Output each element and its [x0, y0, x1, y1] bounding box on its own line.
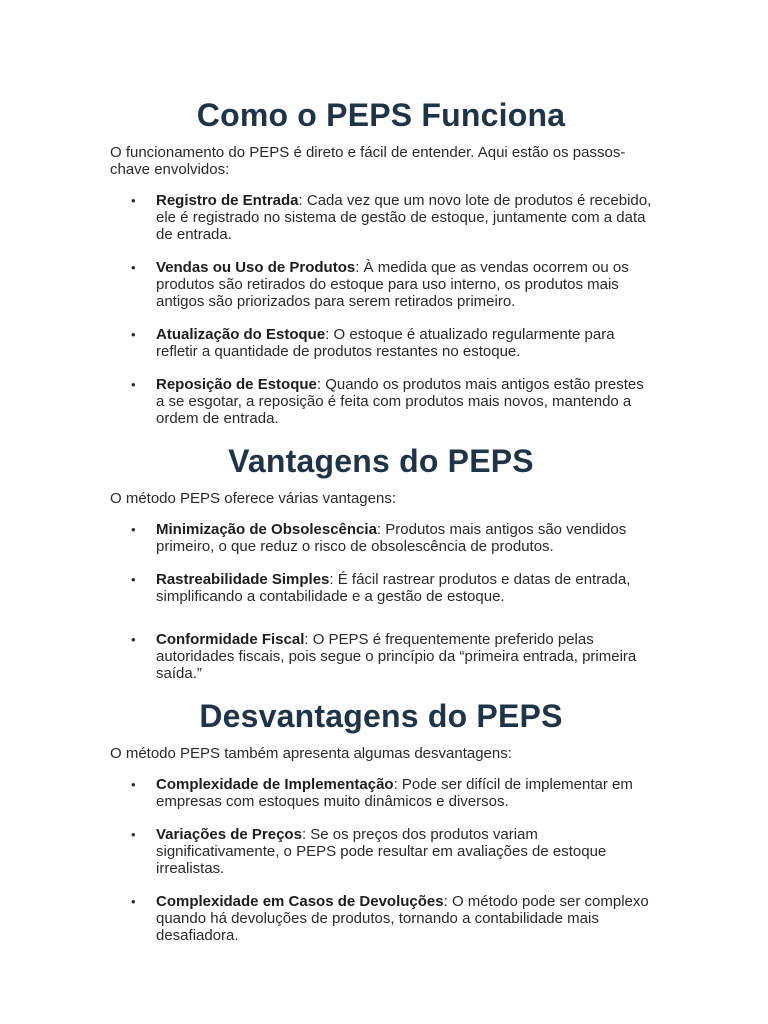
- list-item: [110, 776, 652, 810]
- section-intro: O método PEPS também apresenta algumas desvantagens:: [110, 745, 512, 762]
- bullet-icon: •: [131, 777, 136, 792]
- item-term: Conformidade Fiscal: [156, 631, 305, 648]
- bullet-icon: •: [131, 632, 136, 647]
- section-intro: O método PEPS oferece várias vantagens:: [110, 490, 396, 507]
- item-term: Variações de Preços: [156, 826, 302, 843]
- bullet-icon: •: [131, 377, 136, 392]
- list-item: [110, 826, 652, 877]
- item-term: Reposição de Estoque: [156, 376, 317, 393]
- item-term: Complexidade de Implementação: [156, 776, 394, 793]
- section-title-vantagens: Vantagens do PEPS: [228, 443, 534, 479]
- item-term: Rastreabilidade Simples: [156, 571, 330, 588]
- list-item: [110, 326, 652, 360]
- bullet-list: [110, 776, 652, 944]
- bullet-icon: •: [131, 894, 136, 909]
- section-intro: O funcionamento do PEPS é direto e fácil de entender. Aqui estão os passos-chave envolvidos:: [110, 144, 626, 178]
- list-item: [110, 571, 652, 605]
- bullet-list: [110, 521, 652, 682]
- list-item: [110, 259, 652, 310]
- list-item: [110, 521, 652, 555]
- item-text: : É fácil rastrear produtos e datas de entrada, simplificando a contabilidade e a gestão de estoque.: [156, 571, 631, 605]
- list-item: [110, 192, 652, 243]
- item-text: : Cada vez que um novo lote de produtos é recebido, ele é registrado no sistema de gestão de estoque, juntamente com a data de entrada.: [156, 192, 652, 243]
- item-term: Complexidade em Casos de Devoluções: [156, 893, 444, 910]
- section-title-desvantagens: Desvantagens do PEPS: [199, 698, 563, 734]
- bullet-icon: •: [131, 827, 136, 842]
- bullet-list: [110, 192, 652, 427]
- item-term: Registro de Entrada: [156, 192, 299, 209]
- bullet-icon: •: [131, 327, 136, 342]
- item-text: : O PEPS é frequentemente preferido pelas autoridades fiscais, pois segue o princípio da “primeira entrada, primeira saída.”: [156, 631, 637, 682]
- item-text: : Se os preços dos produtos variam significativamente, o PEPS pode resultar em avaliações de estoque irrealistas.: [156, 826, 607, 877]
- bullet-icon: •: [131, 260, 136, 275]
- item-term: Minimização de Obsolescência: [156, 521, 377, 538]
- item-term: Vendas ou Uso de Produtos: [156, 259, 356, 276]
- bullet-icon: •: [131, 193, 136, 208]
- bullet-icon: •: [131, 572, 136, 587]
- item-text: : Produtos mais antigos são vendidos primeiro, o que reduz o risco de obsolescência de produtos.: [156, 521, 627, 555]
- item-text: : O método pode ser complexo quando há devoluções de produtos, tornando a contabilidade mais desafiadora.: [156, 893, 649, 944]
- list-item: [110, 631, 652, 682]
- item-text: : O estoque é atualizado regularmente para refletir a quantidade de produtos restantes no estoque.: [156, 326, 615, 360]
- item-text: : À medida que as vendas ocorrem ou os produtos são retirados do estoque para uso interno, os produtos mais antigos são priorizados para serem retirados primeiro.: [156, 259, 629, 310]
- document-page: [110, 96, 652, 944]
- list-item: [110, 893, 652, 944]
- list-item: [110, 376, 652, 427]
- bullet-icon: •: [131, 522, 136, 537]
- section-title-como-funciona: Como o PEPS Funciona: [196, 97, 566, 133]
- item-text: : Pode ser difícil de implementar em empresas com estoques muito dinâmicos e diversos.: [156, 776, 633, 810]
- item-text: : Quando os produtos mais antigos estão prestes a se esgotar, a reposição é feita com produtos mais novos, mantendo a ordem de entrada.: [156, 376, 644, 427]
- item-term: Atualização do Estoque: [156, 326, 326, 343]
